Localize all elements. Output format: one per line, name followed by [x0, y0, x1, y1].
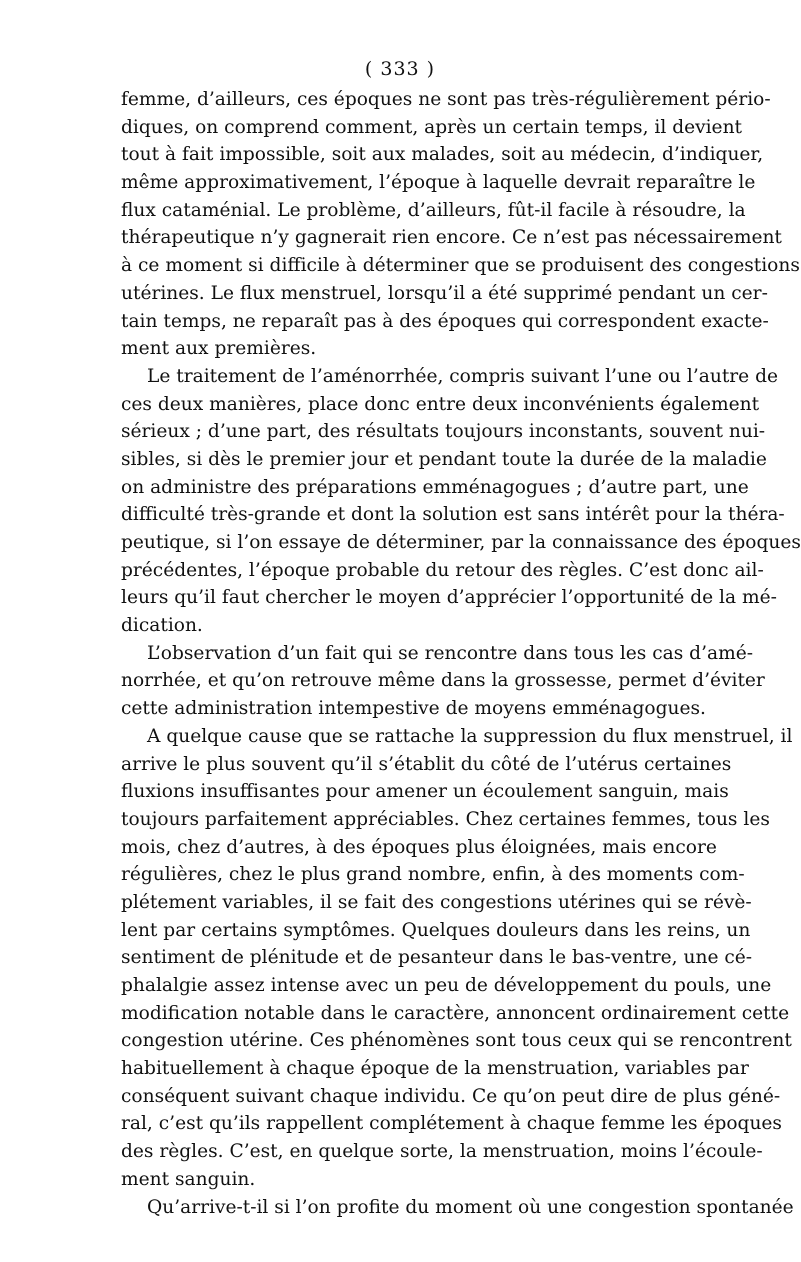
text-line: phalalgie assez intense avec un peu de développement du pouls, une — [121, 975, 772, 996]
text-line: ces deux manières, place donc entre deux inconvénients également — [121, 393, 760, 415]
text-line: mois, chez d’autres, à des époques plus éloignées, mais encore — [121, 836, 717, 858]
text-line: peutique, si l’on essaye de déterminer, par la connaissance des époques — [121, 532, 801, 553]
text-line: lent par certains symptômes. Quelques douleurs dans les reins, un — [121, 919, 751, 941]
text-line: femme, d’ailleurs, ces époques ne sont pas très-régulièrement pério- — [121, 89, 771, 110]
text-line: régulières, chez le plus grand nombre, enfin, à des moments com- — [121, 864, 745, 886]
text-line: Le traitement de l’aménorrhée, compris suivant l’une ou l’autre de — [147, 365, 779, 387]
text-line: sérieux ; d’une part, des résultats toujours inconstants, souvent nui- — [121, 421, 766, 443]
text-line: leurs qu’il faut chercher le moyen d’apprécier l’opportunité de la mé- — [121, 587, 777, 609]
page-number: ( 333 ) — [364, 58, 436, 80]
text-line: A quelque cause que se rattache la suppression du flux menstruel, il — [147, 725, 793, 747]
body-text — [121, 86, 801, 1221]
text-line: même approximativement, l’époque à laquelle devrait reparaître le — [121, 172, 756, 194]
text-line: norrhée, et qu’on retrouve même dans la grossesse, permet d’éviter — [121, 670, 765, 692]
text-line: conséquent suivant chaque individu. Ce qu’on peut dire de plus géné- — [121, 1085, 781, 1107]
text-line: sibles, si dès le premier jour et pendant toute la durée de la maladie — [121, 448, 767, 470]
text-line: flux cataménial. Le problème, d’ailleurs, fût-il facile à résoudre, la — [121, 199, 746, 221]
text-line: fluxions insuffisantes pour amener un écoulement sanguin, mais — [121, 781, 729, 803]
text-line: congestion utérine. Ces phénomènes sont tous ceux qui se rencontrent — [121, 1030, 792, 1052]
text-line: arrive le plus souvent qu’il s’établit du côté de l’utérus certaines — [121, 753, 732, 775]
text-line: plétement variables, il se fait des congestions utérines qui se révè- — [121, 891, 752, 913]
text-line: ment sanguin. — [121, 1168, 256, 1190]
text-line: diques, on comprend comment, après un certain temps, il devient — [121, 116, 743, 138]
text-line: à ce moment si difficile à déterminer que se produisent des congestions — [121, 255, 800, 277]
text-line: tain temps, ne reparaît pas à des époques qui correspondent exacte- — [121, 310, 769, 332]
text-line: utérines. Le flux menstruel, lorsqu’il a été supprimé pendant un cer- — [121, 282, 768, 304]
text-line: L’observation d’un fait qui se rencontre dans tous les cas d’amé- — [147, 642, 753, 664]
text-line: dication. — [121, 615, 203, 637]
text-line: des règles. C’est, en quelque sorte, la menstruation, moins l’écoule- — [121, 1141, 763, 1163]
text-line: toujours parfaitement appréciables. Chez certaines femmes, tous les — [121, 808, 770, 830]
text-line: ral, c’est qu’ils rappellent complétement à chaque femme les époques — [121, 1113, 782, 1135]
text-line: modification notable dans le caractère, annoncent ordinairement cette — [121, 1002, 790, 1024]
text-line: habituellement à chaque époque de la menstruation, variables par — [121, 1058, 749, 1080]
text-line: sentiment de plénitude et de pesanteur dans le bas-ventre, une cé- — [121, 947, 753, 969]
text-line: tout à fait impossible, soit aux malades, soit au médecin, d’indiquer, — [121, 144, 764, 166]
text-line: précédentes, l’époque probable du retour des règles. C’est donc ail- — [121, 559, 764, 581]
text-line: cette administration intempestive de moyens emménagogues. — [121, 698, 706, 720]
text-line: thérapeutique n’y gagnerait rien encore. Ce n’est pas nécessairement — [121, 227, 782, 249]
text-line: on administre des préparations emménagogues ; d’autre part, une — [121, 476, 749, 498]
text-line: Qu’arrive-t-il si l’on profite du moment où une congestion spontanée — [147, 1196, 794, 1218]
text-line: ment aux premières. — [121, 338, 317, 360]
text-line: difficulté très-grande et dont la solution est sans intérêt pour la théra- — [121, 504, 785, 526]
